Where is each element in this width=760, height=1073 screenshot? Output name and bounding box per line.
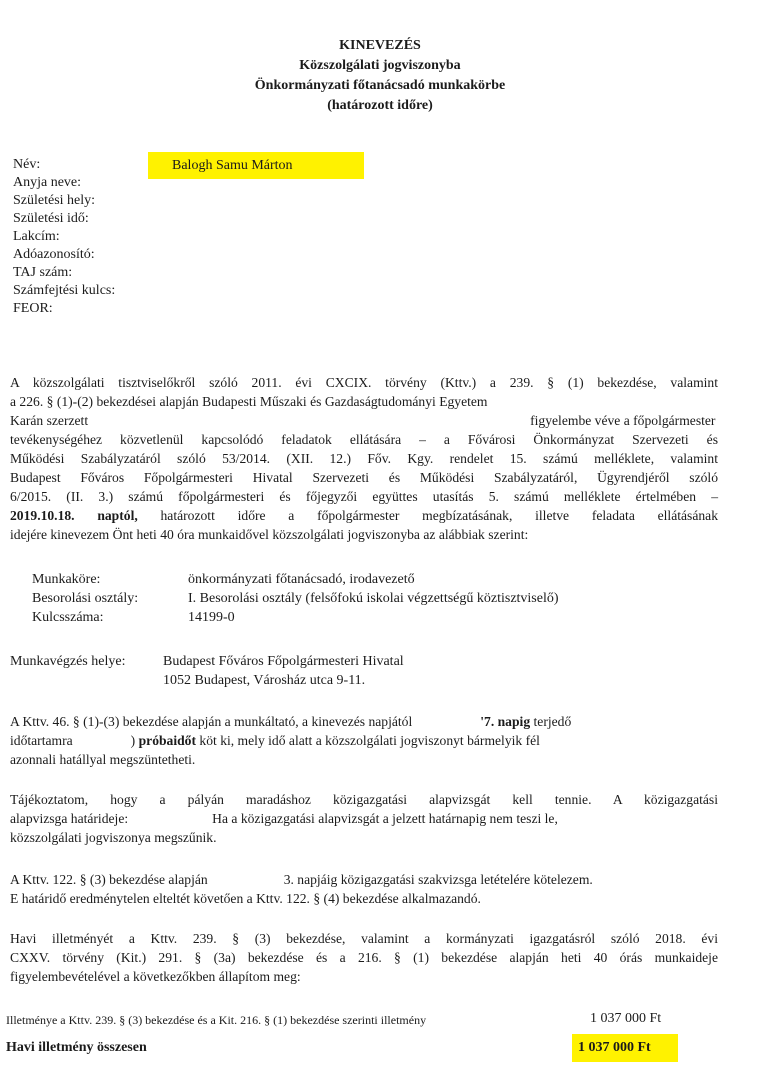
probation-paragraph bbox=[10, 712, 718, 769]
probation-end: '7. napig bbox=[480, 714, 531, 729]
para4-line bbox=[10, 870, 718, 889]
para2-line bbox=[10, 712, 718, 731]
label-taj-number: TAJ szám: bbox=[13, 265, 73, 280]
salary-row-value: 1 037 000 Ft bbox=[590, 1011, 662, 1026]
professional-exam-paragraph bbox=[10, 870, 718, 908]
para4-text: 3. napjáig közigazgatási szakvizsga letételére kötelezem. bbox=[283, 872, 593, 887]
job-role-label: Munkaköre: bbox=[32, 572, 101, 587]
para1-line bbox=[10, 506, 718, 525]
para2-line: időtartamra ) próbaidőt köt ki, mely idő alatt a közszolgálati jogviszonyt bármelyik fél bbox=[10, 733, 540, 748]
para1-text: figyelembe véve a főpolgármester bbox=[530, 413, 716, 428]
para2-text: terjedő bbox=[533, 714, 572, 729]
label-birth-place: Születési hely: bbox=[13, 193, 96, 208]
para1-line: Működési Szabályzatáról szóló 53/2014. (XII. 12.) Főv. Kgy. rendelet 15. számú melléklete, valamint bbox=[10, 451, 718, 466]
para4-line: E határidő eredménytelen elteltét követően a Kttv. 122. § (4) bekezdése alkalmazandó. bbox=[10, 891, 481, 906]
para1-line: Budapest Főváros Főpolgármesteri Hivatal Szervezeti és Működési Szabályzatáról, Ügyrendjéről szóló bbox=[10, 470, 718, 485]
appointment-paragraph bbox=[10, 373, 718, 544]
salary-paragraph bbox=[10, 929, 718, 986]
key-number-value: 14199-0 bbox=[188, 610, 235, 625]
para1-line: tevékenységéhez közvetlenül kapcsolódó feladatok ellátására – a Fővárosi Önkormányzat Szervezeti és bbox=[10, 432, 718, 447]
subtitle-line-2: Önkormányzati főtanácsadó munkakörbe bbox=[254, 78, 506, 93]
label-name: Név: bbox=[13, 157, 41, 172]
label-feor: FEOR: bbox=[13, 301, 53, 316]
para5-line: Havi illetményét a Kttv. 239. § (3) bekezdése, valamint a kormányzati igazgatásról szóló 2018. évi bbox=[10, 931, 718, 946]
workplace-line-2: 1052 Budapest, Városház utca 9-11. bbox=[163, 673, 366, 688]
classification-value: I. Besorolási osztály (felsőfokú iskolai végzettségű köztisztviselő) bbox=[188, 591, 559, 606]
para3-line: Tájékoztatom, hogy a pályán maradáshoz közigazgatási alapvizsgát kell tennie. A közigazgatási bbox=[10, 792, 718, 807]
start-date: 2019.10.18. naptól, bbox=[10, 508, 138, 523]
label-payroll-key: Számfejtési kulcs: bbox=[13, 283, 116, 298]
salary-total-label: Havi illetmény összesen bbox=[6, 1040, 147, 1055]
para1-line bbox=[10, 411, 718, 430]
para1-line: a 226. § (1)-(2) bekezdései alapján Budapesti Műszaki és Gazdaságtudományi Egyetem bbox=[10, 394, 488, 409]
workplace-line-1: Budapest Főváros Főpolgármesteri Hivatal bbox=[163, 654, 404, 669]
classification-label: Besorolási osztály: bbox=[32, 591, 139, 606]
para3-line bbox=[10, 809, 718, 828]
para3-text: Ha a közigazgatási alapvizsgát a jelzett határnapig nem teszi le, bbox=[212, 811, 558, 826]
salary-total-value: 1 037 000 Ft bbox=[578, 1040, 651, 1055]
basic-exam-paragraph bbox=[10, 790, 718, 847]
salary-row-label: Illetménye a Kttv. 239. § (3) bekezdése és a Kit. 216. § (1) bekezdése szerinti illetmény bbox=[6, 1013, 427, 1027]
key-number-label: Kulcsszáma: bbox=[32, 610, 104, 625]
para1-text: határozott időre a főpolgármester megbízatásának, illetve feladata ellátásának bbox=[137, 508, 718, 523]
workplace-label: Munkavégzés helye: bbox=[10, 654, 126, 669]
job-role-value: önkormányzati főtanácsadó, irodavezető bbox=[188, 572, 415, 587]
para2-text: A Kttv. 46. § (1)-(3) bekezdése alapján a munkáltató, a kinevezés napjától bbox=[10, 714, 413, 729]
name-value: Balogh Samu Márton bbox=[172, 158, 293, 173]
para5-line: CXXV. törvény (Kit.) 291. § (3a) bekezdése és a 216. § (1) bekezdése alapján heti 40 órás munkaideje bbox=[10, 950, 718, 965]
para2-line: azonnali hatállyal megszüntetheti. bbox=[10, 752, 196, 767]
para1-line: idejére kinevezem Önt heti 40 óra munkaidővel közszolgálati jogviszonyba az alábbiak szerint: bbox=[10, 527, 529, 542]
para3-line: közszolgálati jogviszonya megszűnik. bbox=[10, 830, 217, 845]
para1-line: 6/2015. (II. 3.) számú főpolgármesteri és főjegyzői együttes utasítás 5. számú melléklete értelmében – bbox=[10, 489, 718, 504]
subtitle-line-1: Közszolgálati jogviszonyba bbox=[299, 58, 461, 73]
label-address: Lakcím: bbox=[13, 229, 60, 244]
probation-term: próbaidőt bbox=[138, 733, 197, 748]
para2-text: időtartamra bbox=[10, 733, 73, 748]
para2-text: köt ki, mely idő alatt a közszolgálati jogviszonyt bármelyik fél bbox=[199, 733, 540, 748]
para5-line: figyelembevételével a következőkben állapítom meg: bbox=[10, 969, 301, 984]
label-mother-name: Anyja neve: bbox=[13, 175, 82, 190]
document-title: KINEVEZÉS bbox=[339, 38, 421, 53]
label-birth-date: Születési idő: bbox=[13, 211, 89, 226]
label-tax-id: Adóazonosító: bbox=[13, 247, 95, 262]
subtitle-line-3: (határozott időre) bbox=[327, 98, 433, 113]
para1-text: Karán szerzett bbox=[10, 413, 89, 428]
para4-text: A Kttv. 122. § (3) bekezdése alapján bbox=[10, 872, 208, 887]
para1-line: A közszolgálati tisztviselőkről szóló 2011. évi CXCIX. törvény (Kttv.) a 239. § (1) bekezdése, valamint bbox=[10, 375, 718, 390]
para3-text: alapvizsga határideje: bbox=[10, 811, 129, 826]
